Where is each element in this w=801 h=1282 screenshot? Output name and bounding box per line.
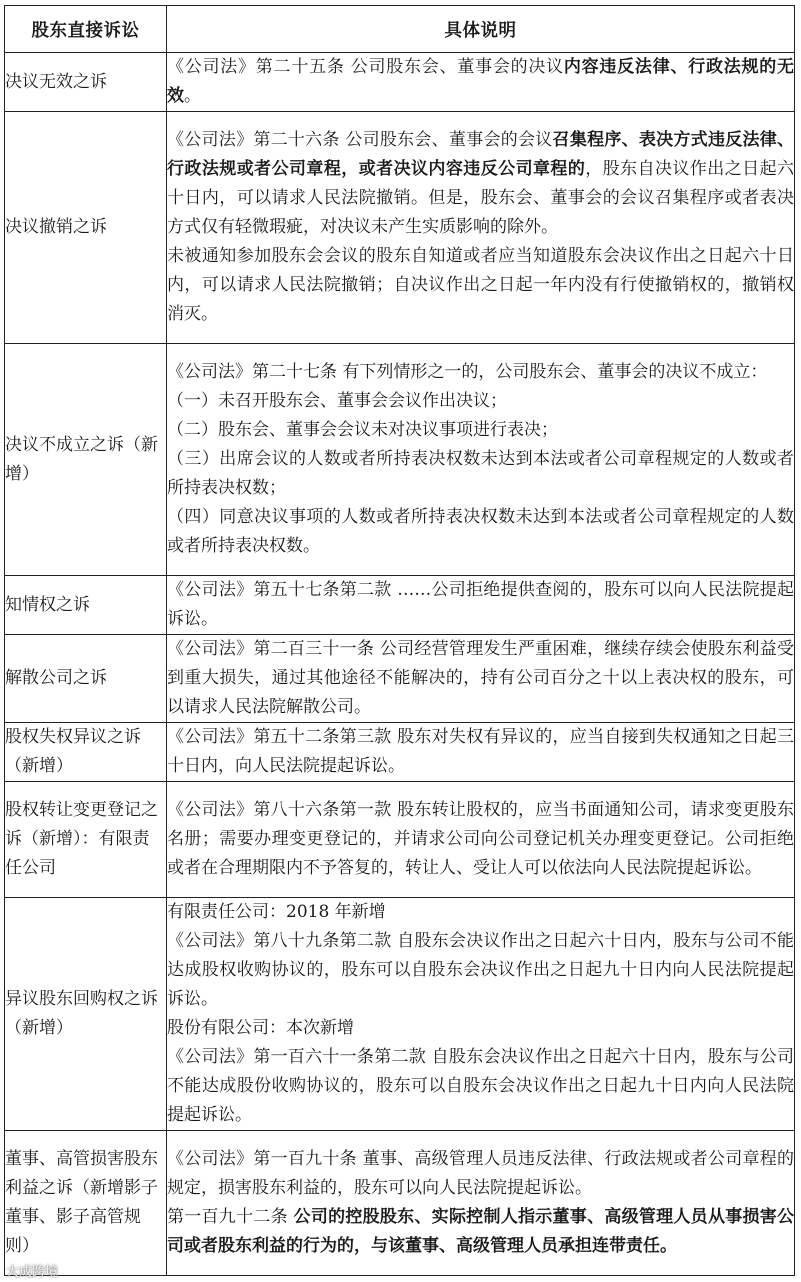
description-paragraph (167, 126, 794, 242)
description-cell (167, 723, 795, 782)
description-cell (167, 576, 795, 635)
litigation-type-cell: 决议不成立之诉（新增） (5, 344, 167, 576)
litigation-type-cell: 股权失权异议之诉（新增） (5, 723, 167, 782)
body-text: 《公司法》第八十九条第二款 自股东会决议作出之日起六十日内，股东与公司不能达成股权收购协议的，股东可以自股东会决议作出之日起九十日内向人民法院提起诉讼。 (167, 931, 794, 1009)
description-paragraph (167, 416, 794, 445)
litigation-table (4, 5, 795, 1276)
description-paragraph (167, 898, 794, 927)
description-paragraph (167, 1203, 794, 1261)
body-text: 《公司法》第五十七条第二款 ……公司拒绝提供查阅的，股东可以向人民法院提起诉讼。 (167, 580, 794, 629)
description-paragraph (167, 387, 794, 416)
body-text: 《公司法》第二十七条 有下列情形之一的，公司股东会、董事会的决议不成立： (167, 362, 768, 382)
header-litigation-type: 股东直接诉讼 (5, 6, 167, 53)
body-text: 《公司法》第二百三十一条 公司经营管理发生严重困难，继续存续会使股东利益受到重大损失，通过其他途径不能解决的，持有公司百分之十以上表决权的股东，可以请求人民法院解散公司。 (167, 639, 794, 717)
body-text: ，股东自决议作出之日起六十日内，可以请求人民法院撤销。但是，股东会、董事会的会议召集程序或者表决方式仅有轻微瑕疵，对决议未产生实质影响的除外。 (167, 159, 795, 237)
emphasis-text: 内容违反法律、行政法规的无效 (167, 57, 795, 106)
table-row (5, 112, 795, 344)
litigation-type-cell: 解散公司之诉 (5, 635, 167, 723)
table-row (5, 782, 795, 898)
litigation-type-cell: 股权转让变更登记之诉（新增）：有限责任公司 (5, 782, 167, 898)
description-cell (167, 1131, 795, 1276)
body-text: 股份有限公司：本次新增 (167, 1018, 354, 1038)
header-description: 具体说明 (167, 6, 795, 53)
header-row (5, 6, 795, 53)
body-text: （四）同意决议事项的人数或者所持表决权数未达到本法或者公司章程规定的人数或者所持表决权数。 (167, 507, 794, 556)
litigation-type-cell: 董事、高管损害股东利益之诉（新增影子董事、影子高管规则） (5, 1131, 167, 1276)
litigation-type-cell: 决议撤销之诉 (5, 112, 167, 344)
description-paragraph (167, 445, 794, 503)
emphasis-text: 召集程序、表决方式违反法律、行政法规或者公司章程，或者决议内容违反公司章程的 (167, 130, 795, 179)
emphasis-text: 公司的控股股东、实际控制人指示董事、高级管理人员从事损害公司或者股东利益的行为的，与该董事、高级管理人员承担连带责任。 (167, 1207, 795, 1256)
description-cell (167, 898, 795, 1131)
body-text: （一）未召开股东会、董事会会议作出决议； (167, 391, 507, 411)
body-text: 《公司法》第一百六十一条第二款 自股东会决议作出之日起六十日内，股东与公司不能达成股份收购协议的，股东可以自股东会决议作出之日起九十日内向人民法院提起诉讼。 (167, 1047, 794, 1125)
litigation-type-cell: 决议无效之诉 (5, 53, 167, 112)
litigation-type-cell: 异议股东回购权之诉（新增） (5, 898, 167, 1131)
table-row (5, 723, 795, 782)
table-row (5, 53, 795, 112)
body-text: 《公司法》第八十六条第一款 股东转让股权的，应当书面通知公司，请求变更股东名册；需要办理变更登记的，并请求公司向公司登记机关办理变更登记。公司拒绝或者在合理期限内不予答复的，转让人、受让人可以依法向人民法院提起诉讼。 (167, 800, 794, 878)
body-text: （二）股东会、董事会会议未对决议事项进行表决； (167, 420, 558, 440)
table-row (5, 898, 795, 1131)
table-row (5, 1131, 795, 1276)
litigation-type-cell: 知情权之诉 (5, 576, 167, 635)
description-paragraph (167, 1145, 794, 1203)
description-paragraph (167, 796, 794, 883)
description-paragraph (167, 358, 794, 387)
body-text: 《公司法》第二十五条 公司股东会、董事会的决议 (167, 57, 564, 77)
body-text: 《公司法》第一百九十条 董事、高级管理人员违反法律、行政法规或者公司章程的规定，损害股东利益的，股东可以向人民法院提起诉讼。 (167, 1149, 794, 1198)
body-text: （三）出席会议的人数或者所持表决权数未达到本法或者公司章程规定的人数或者所持表决权数； (167, 449, 794, 498)
description-paragraph (167, 53, 794, 111)
description-paragraph (167, 1014, 794, 1043)
description-cell (167, 344, 795, 576)
table-row (5, 344, 795, 576)
description-cell (167, 782, 795, 898)
table-row (5, 576, 795, 635)
description-cell (167, 635, 795, 723)
body-text: 第一百九十二条 (167, 1207, 294, 1227)
description-paragraph (167, 723, 794, 781)
body-text: 。 (184, 86, 201, 106)
description-paragraph (167, 576, 794, 634)
body-text: 《公司法》第五十二条第三款 股东对失权有异议的，应当自接到失权通知之日起三十日内，向人民法院提起诉讼。 (167, 727, 794, 776)
description-paragraph (167, 927, 794, 1014)
table-body (5, 53, 795, 1276)
watermark-text: 大成跨境 (6, 1265, 59, 1280)
description-cell (167, 112, 795, 344)
description-paragraph (167, 635, 794, 722)
table-row (5, 635, 795, 723)
description-paragraph (167, 503, 794, 561)
body-text: 《公司法》第二十六条 公司股东会、董事会的会议 (167, 130, 553, 150)
description-paragraph (167, 242, 794, 329)
description-paragraph (167, 1043, 794, 1130)
description-cell (167, 53, 795, 112)
body-text: 未被通知参加股东会会议的股东自知道或者应当知道股东会决议作出之日起六十日内，可以请求人民法院撤销；自决议作出之日起一年内没有行使撤销权的，撤销权消灭。 (167, 246, 794, 324)
body-text: 有限责任公司：2018 年新增 (167, 902, 386, 922)
